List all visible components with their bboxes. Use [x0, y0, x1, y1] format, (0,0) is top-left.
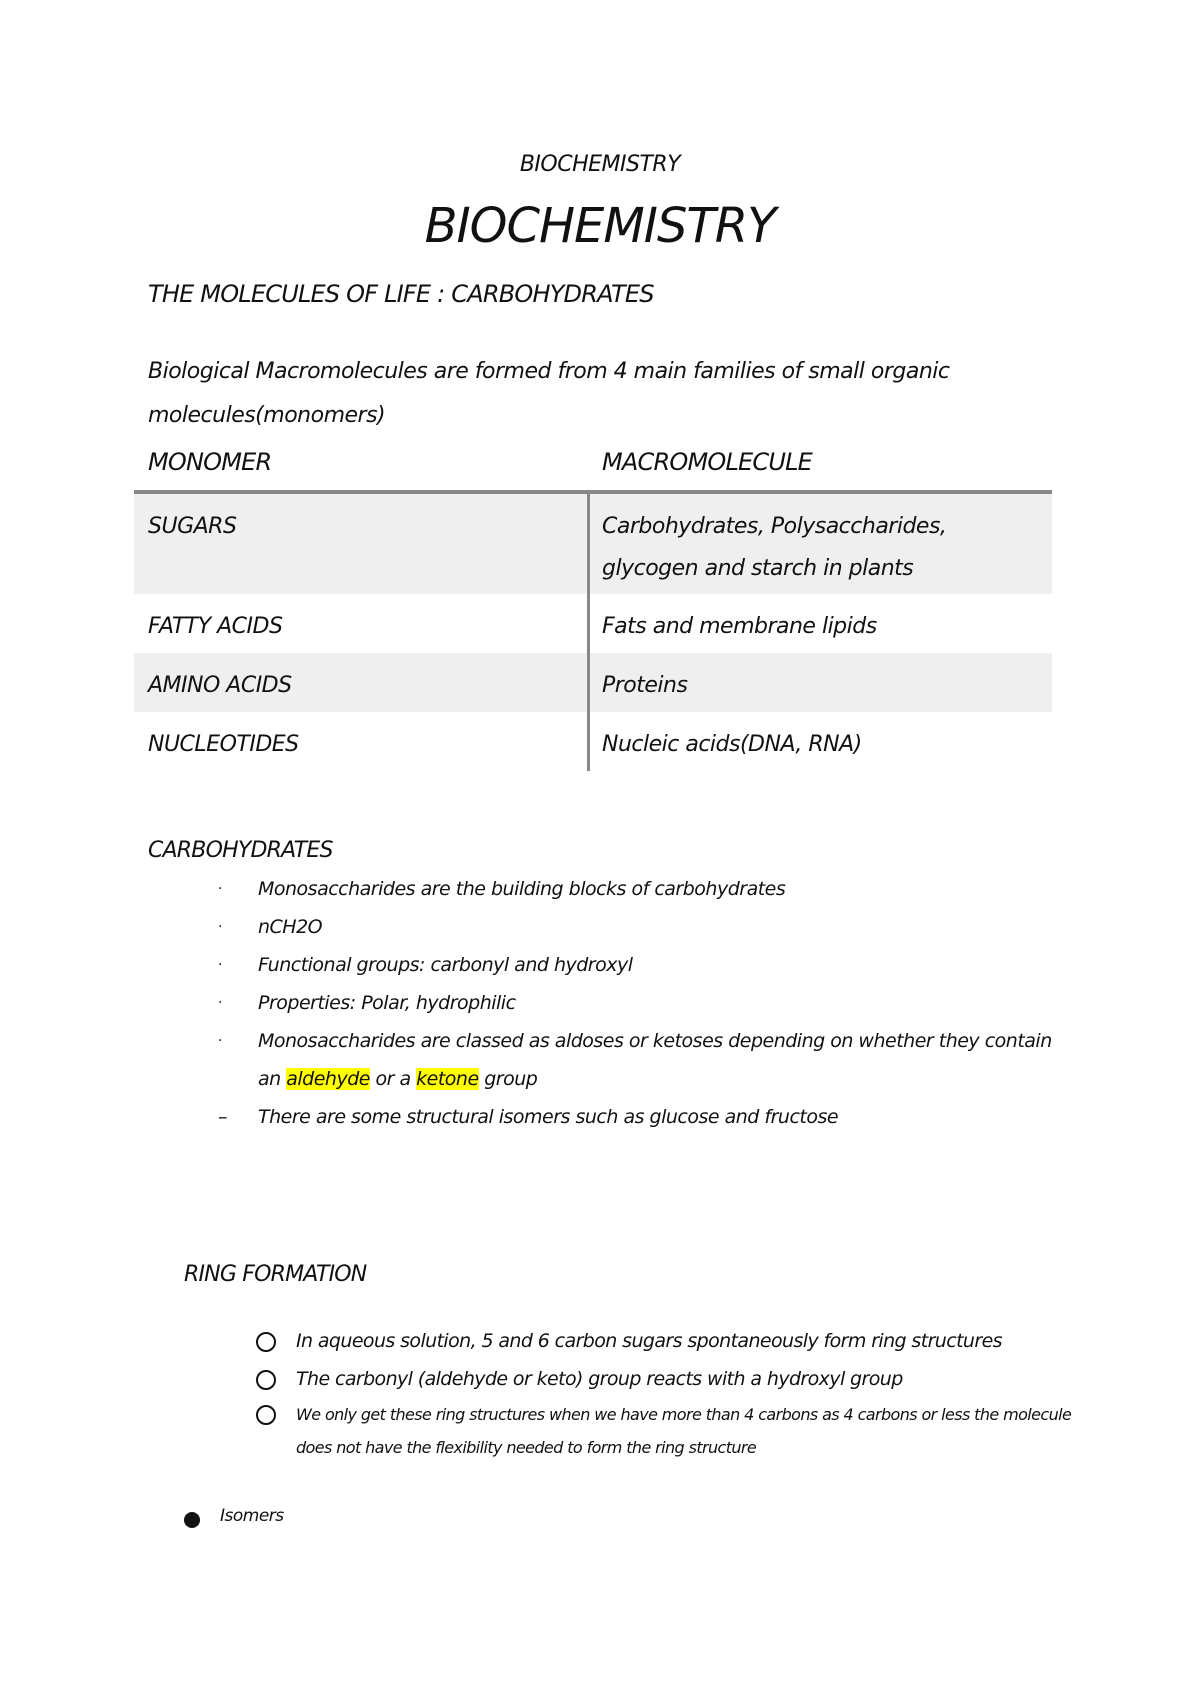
running-header: BIOCHEMISTRY [519, 152, 681, 177]
table-cell-monomer: FATTY ACIDS [134, 594, 590, 653]
list-item-text: Functional groups: carbonyl and hydroxyl [258, 954, 633, 976]
table-row [134, 594, 1052, 653]
list-item-text: In aqueous solution, 5 and 6 carbon sugars spontaneously form ring structures [296, 1330, 1002, 1352]
hollow-circle-icon [256, 1405, 276, 1425]
bullet-dot-icon: · [218, 919, 222, 935]
carbohydrates-bullet-list [218, 870, 1078, 1136]
document-title: BIOCHEMISTRY [424, 198, 776, 254]
list-item-text: We only get these ring structures when we have more than 4 carbons as 4 carbons or less the molecule does not have the flexibility needed to form the ring structure [296, 1405, 1072, 1457]
table-header-macromolecule: MACROMOLECULE [602, 448, 813, 476]
isomers-label: Isomers [220, 1506, 284, 1526]
list-item-text: nCH2O [258, 916, 323, 938]
dash-bullet-icon: – [218, 1106, 227, 1128]
table-cell-monomer: SUGARS [134, 494, 590, 594]
highlight-ketone: ketone [416, 1068, 479, 1090]
table-row [134, 494, 1052, 594]
list-item [256, 1398, 1076, 1464]
table-cell-macromolecule: Fats and membrane lipids [602, 614, 877, 639]
section-subtitle: THE MOLECULES OF LIFE : CARBOHYDRATES [148, 280, 654, 308]
list-item [218, 1098, 1078, 1136]
hollow-circle-icon [256, 1370, 276, 1390]
table-header-monomer: MONOMER [148, 448, 272, 476]
list-item-text: The carbonyl (aldehyde or keto) group reacts with a hydroxyl group [296, 1368, 903, 1390]
table-row [134, 712, 1052, 771]
bullet-dot-icon: · [218, 995, 222, 1011]
list-item [256, 1322, 1076, 1360]
list-item [218, 946, 1078, 984]
list-item-text: Properties: Polar, hydrophilic [258, 992, 516, 1014]
list-item-text: There are some structural isomers such as glucose and fructose [258, 1106, 839, 1128]
filled-bullet-icon [184, 1512, 200, 1528]
bullet-dot-icon: · [218, 957, 222, 973]
classification-text-middle: or a [369, 1068, 417, 1090]
table-cell-monomer: AMINO ACIDS [134, 653, 590, 712]
table-cell-macromolecule: Proteins [602, 673, 688, 698]
ring-formation-list [256, 1322, 1076, 1464]
bullet-dot-icon: · [218, 881, 222, 897]
carbohydrates-heading: CARBOHYDRATES [148, 838, 333, 863]
hollow-circle-icon [256, 1332, 276, 1352]
table-cell-macromolecule: Carbohydrates, Polysaccharides, glycogen and starch in plants [602, 514, 947, 581]
table-row [134, 653, 1052, 712]
highlight-aldehyde: aldehyde [286, 1068, 370, 1090]
list-item [218, 984, 1078, 1022]
classification-text-start: Monosaccharides are classed as aldoses or ketoses depending on whether they contain an [258, 1030, 1052, 1090]
ring-formation-heading: RING FORMATION [184, 1262, 367, 1287]
bullet-dot-icon: · [218, 1033, 222, 1049]
table-cell-monomer: NUCLEOTIDES [134, 712, 590, 771]
intro-paragraph: Biological Macromolecules are formed from 4 main families of small organic molecules(monomers) [148, 359, 950, 428]
list-item [218, 1022, 1078, 1098]
table-cell-macromolecule: Nucleic acids(DNA, RNA) [602, 732, 862, 757]
list-item [218, 908, 1078, 946]
list-item-text: Monosaccharides are the building blocks of carbohydrates [258, 878, 786, 900]
list-item [218, 870, 1078, 908]
monomer-table [134, 490, 1052, 771]
classification-text-end: group [478, 1068, 538, 1090]
list-item [256, 1360, 1076, 1398]
